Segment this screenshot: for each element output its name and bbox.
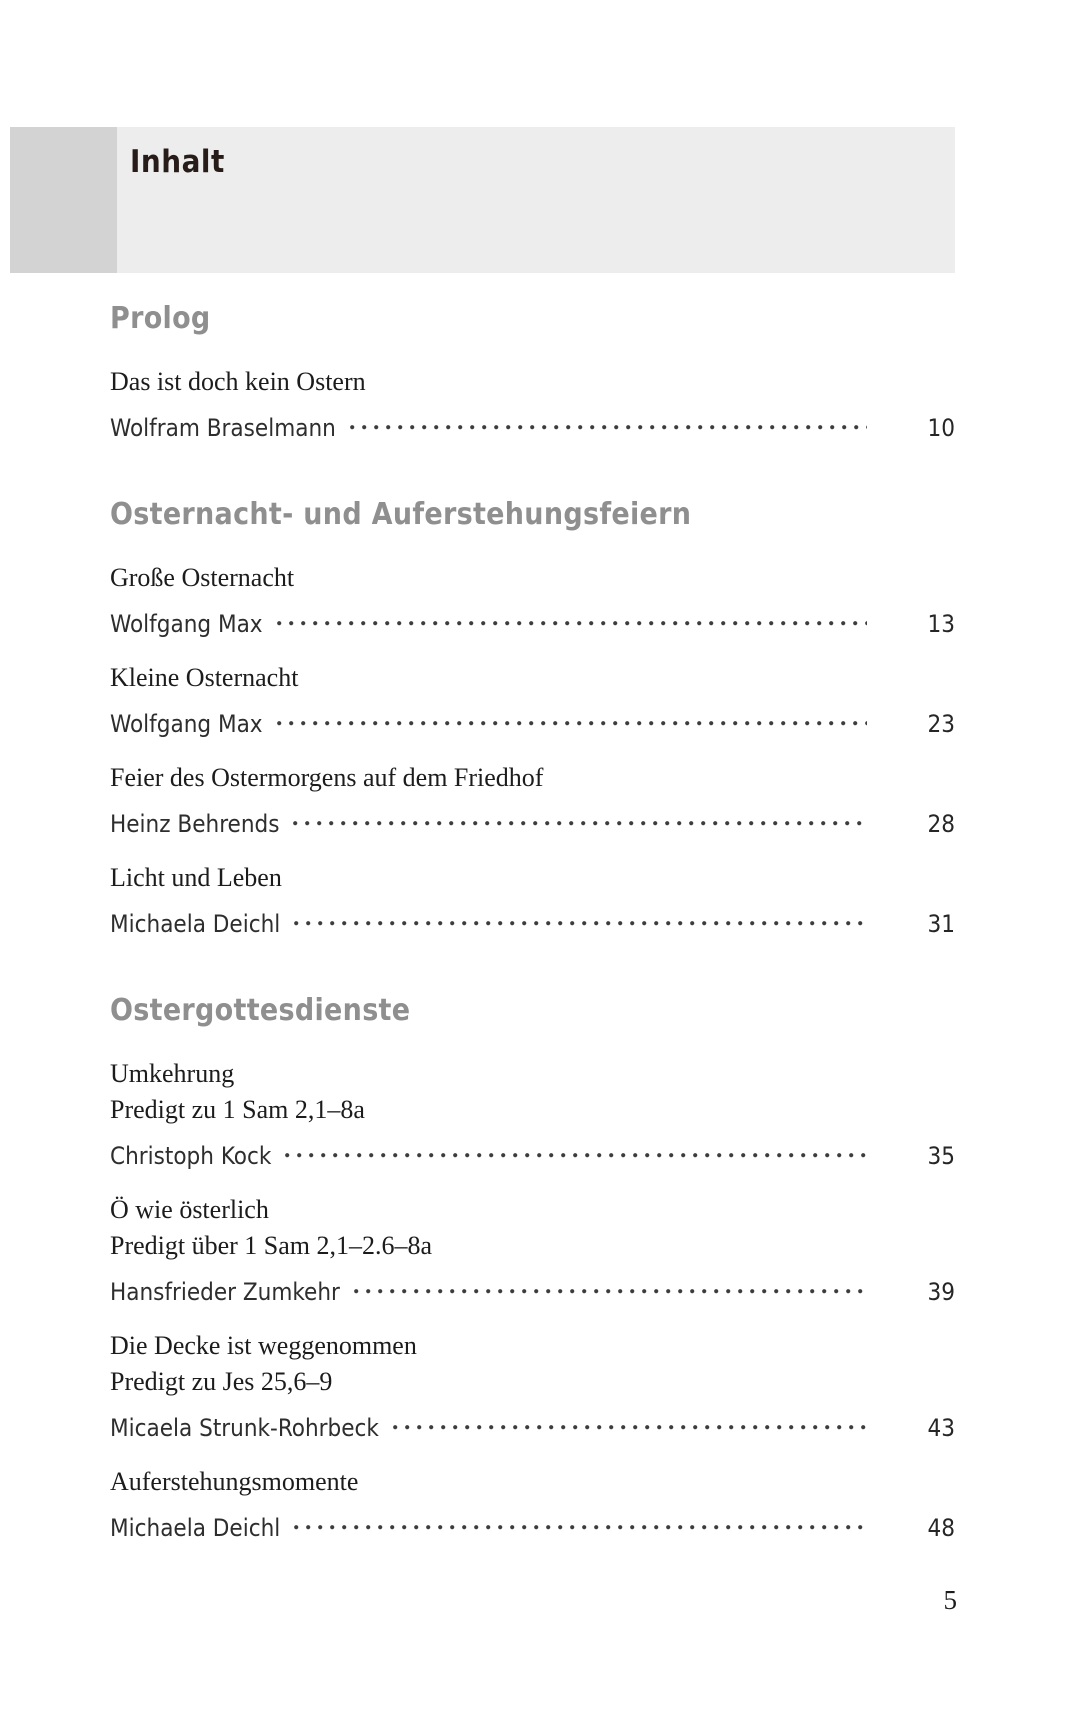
entry-page-number: 39	[927, 1278, 955, 1306]
entry-author-row	[110, 1264, 955, 1310]
entry-subtitle: Predigt über 1 Sam 2,1–2.6–8a	[110, 1231, 433, 1260]
section-heading: Ostergottesdienste	[110, 993, 411, 1028]
entry-author-row	[110, 400, 955, 446]
entry-title: Kleine Osternacht	[110, 663, 299, 692]
entry-author: Christoph Kock	[110, 1142, 272, 1170]
dot-leader	[340, 1264, 895, 1300]
dot-leader	[336, 400, 895, 436]
entry-page-number: 23	[927, 710, 955, 738]
entry-title: Ö wie österlich	[110, 1195, 269, 1224]
entry-author: Wolfram Braselmann	[110, 414, 336, 442]
entry-page-number: 48	[927, 1514, 955, 1542]
toc-entry	[110, 860, 955, 942]
entry-author: Wolfgang Max	[110, 710, 263, 738]
toc-section-prolog	[110, 300, 955, 446]
dot-leader	[263, 696, 895, 732]
entry-author: Hansfrieder Zumkehr	[110, 1278, 340, 1306]
entry-author-row	[110, 696, 955, 742]
entry-title: Das ist doch kein Ostern	[110, 367, 366, 396]
dot-leader	[271, 1128, 895, 1164]
toc-entry	[110, 760, 955, 842]
toc-entry	[110, 1328, 955, 1446]
entry-subtitle: Predigt zu 1 Sam 2,1–8a	[110, 1095, 365, 1124]
page-title: Inhalt	[130, 144, 225, 180]
entry-title: Auferstehungsmomente	[110, 1467, 359, 1496]
entry-author-row	[110, 596, 955, 642]
entry-author: Wolfgang Max	[110, 610, 263, 638]
table-of-contents	[110, 300, 955, 1564]
header-accent-block	[10, 127, 117, 273]
dot-leader	[280, 1500, 895, 1536]
entry-author-row	[110, 896, 955, 942]
dot-leader	[279, 796, 895, 832]
toc-entry	[110, 1056, 955, 1174]
dot-leader	[379, 1400, 895, 1436]
entry-author-row	[110, 1400, 955, 1446]
entry-author: Micaela Strunk-Rohrbeck	[110, 1414, 379, 1442]
entry-title: Die Decke ist weggenommen	[110, 1331, 417, 1360]
entry-subtitle: Predigt zu Jes 25,6–9	[110, 1367, 333, 1396]
entry-page-number: 28	[927, 810, 955, 838]
entry-author: Michaela Deichl	[110, 910, 281, 938]
toc-entry	[110, 560, 955, 642]
entry-author-row	[110, 1500, 955, 1546]
dot-leader	[280, 896, 895, 932]
entry-page-number: 13	[927, 610, 955, 638]
section-heading: Prolog	[110, 301, 211, 336]
section-heading: Osternacht- und Auferstehungsfeiern	[110, 497, 692, 532]
toc-section-ostergottesdienste	[110, 992, 955, 1546]
entry-author-row	[110, 796, 955, 842]
toc-entry	[110, 1192, 955, 1310]
entry-author: Michaela Deichl	[110, 1514, 281, 1542]
header-band	[10, 127, 955, 273]
entry-title: Feier des Ostermorgens auf dem Friedhof	[110, 763, 544, 792]
entry-page-number: 31	[927, 910, 955, 938]
entry-page-number: 10	[927, 414, 955, 442]
entry-title: Umkehrung	[110, 1059, 235, 1088]
toc-entry	[110, 660, 955, 742]
toc-entry	[110, 1464, 955, 1546]
entry-page-number: 43	[927, 1414, 955, 1442]
toc-entry	[110, 364, 955, 446]
entry-title: Große Osternacht	[110, 563, 295, 592]
entry-author-row	[110, 1128, 955, 1174]
folio-page-number: 5	[943, 1585, 957, 1615]
entry-page-number: 35	[927, 1142, 955, 1170]
entry-title: Licht und Leben	[110, 863, 282, 892]
dot-leader	[263, 596, 895, 632]
toc-section-osternacht	[110, 496, 955, 942]
entry-author: Heinz Behrends	[110, 810, 280, 838]
